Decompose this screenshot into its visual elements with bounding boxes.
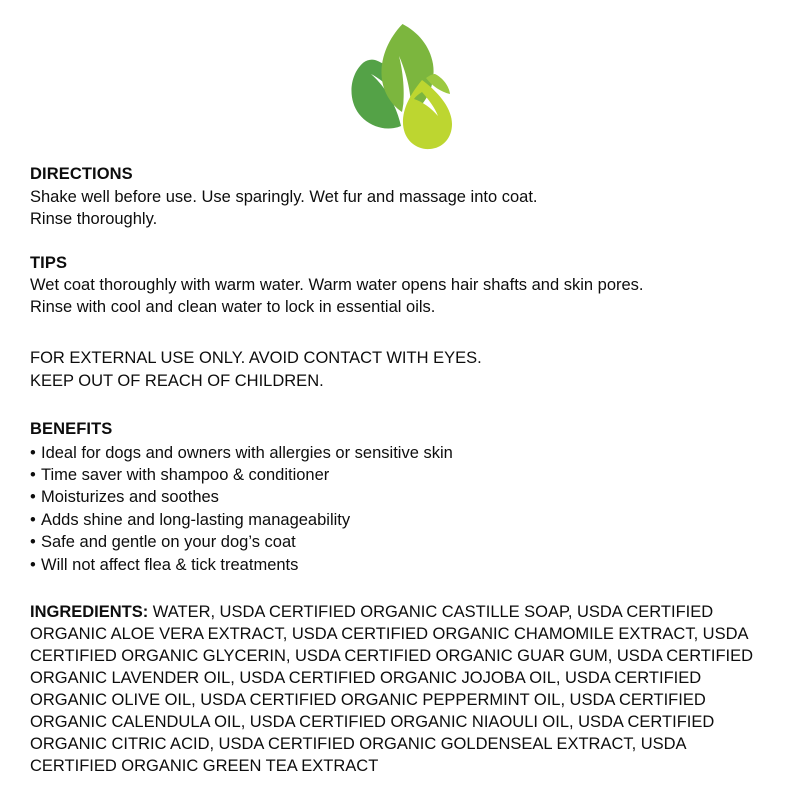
benefit-list-item <box>30 531 775 553</box>
benefits-heading: BENEFITS <box>30 419 113 438</box>
tips-line-2: Rinse with cool and clean water to lock in essential oils. <box>30 298 436 317</box>
section-directions <box>30 164 775 231</box>
leaf-droplet-icon <box>345 22 455 150</box>
bullet-icon: • <box>30 510 36 529</box>
directions-heading: DIRECTIONS <box>30 165 133 183</box>
bullet-icon: • <box>30 466 36 485</box>
section-ingredients <box>30 602 775 778</box>
tips-line-1: Wet coat thoroughly with warm water. Warm water opens hair shafts and skin pores. <box>30 276 644 295</box>
benefit-list-item <box>30 442 775 464</box>
section-benefits <box>30 419 775 576</box>
warning-line-1: FOR EXTERNAL USE ONLY. AVOID CONTACT WITH EYES. <box>30 349 482 368</box>
label-text-content <box>30 164 775 778</box>
benefit-list-item <box>30 509 775 531</box>
bullet-icon: • <box>30 488 36 507</box>
ingredients-paragraph <box>30 602 775 778</box>
benefit-label: Will not affect flea & tick treatments <box>41 555 299 574</box>
benefit-list-item <box>30 486 775 508</box>
section-warning <box>30 347 775 393</box>
bullet-icon: • <box>30 555 36 574</box>
ingredients-list: WATER, USDA CERTIFIED ORGANIC CASTILLE SOAP, USDA CERTIFIED ORGANIC ALOE VERA EXTRACT, USDA CERTIFIED ORGANIC CHAMOMILE EXTRACT, USDA CERTIFIED ORGANIC GLYCERIN, USDA CERTIFIED ORGANIC GUAR GUM, USDA CERTIFIED ORGANIC LAVENDER OIL, USDA CERTIFIED ORGANIC JOJOBA OIL, USDA CERTIFIED ORGANIC OLIVE OIL, USDA CERTIFIED ORGANIC PEPPERMINT OIL, USDA CERTIFIED ORGANIC CALENDULA OIL, USDA CERTIFIED ORGANIC NIAOULI OIL, USDA CERTIFIED ORGANIC CITRIC ACID, USDA CERTIFIED ORGANIC GOLDENSEAL EXTRACT, USDA CERTIFIED ORGANIC GREEN TEA EXTRACT <box>30 603 754 775</box>
warning-line-2: KEEP OUT OF REACH OF CHILDREN. <box>30 372 324 391</box>
brand-logo <box>0 22 800 152</box>
benefit-list-item <box>30 464 775 486</box>
benefit-label: Moisturizes and soothes <box>41 488 219 507</box>
benefit-label: Safe and gentle on your dog’s coat <box>41 533 296 552</box>
bullet-icon: • <box>30 533 36 552</box>
section-tips <box>30 253 775 320</box>
benefit-label: Adds shine and long-lasting manageability <box>41 510 351 529</box>
benefit-label: Ideal for dogs and owners with allergies or sensitive skin <box>41 443 453 462</box>
benefit-label: Time saver with shampoo & conditioner <box>41 466 330 485</box>
directions-line-1: Shake well before use. Use sparingly. Wet fur and massage into coat. <box>30 187 538 206</box>
bullet-icon: • <box>30 443 36 462</box>
tips-heading: TIPS <box>30 253 68 272</box>
directions-line-2: Rinse thoroughly. <box>30 209 158 228</box>
ingredients-label: INGREDIENTS: <box>30 603 149 622</box>
benefit-list-item <box>30 554 775 576</box>
